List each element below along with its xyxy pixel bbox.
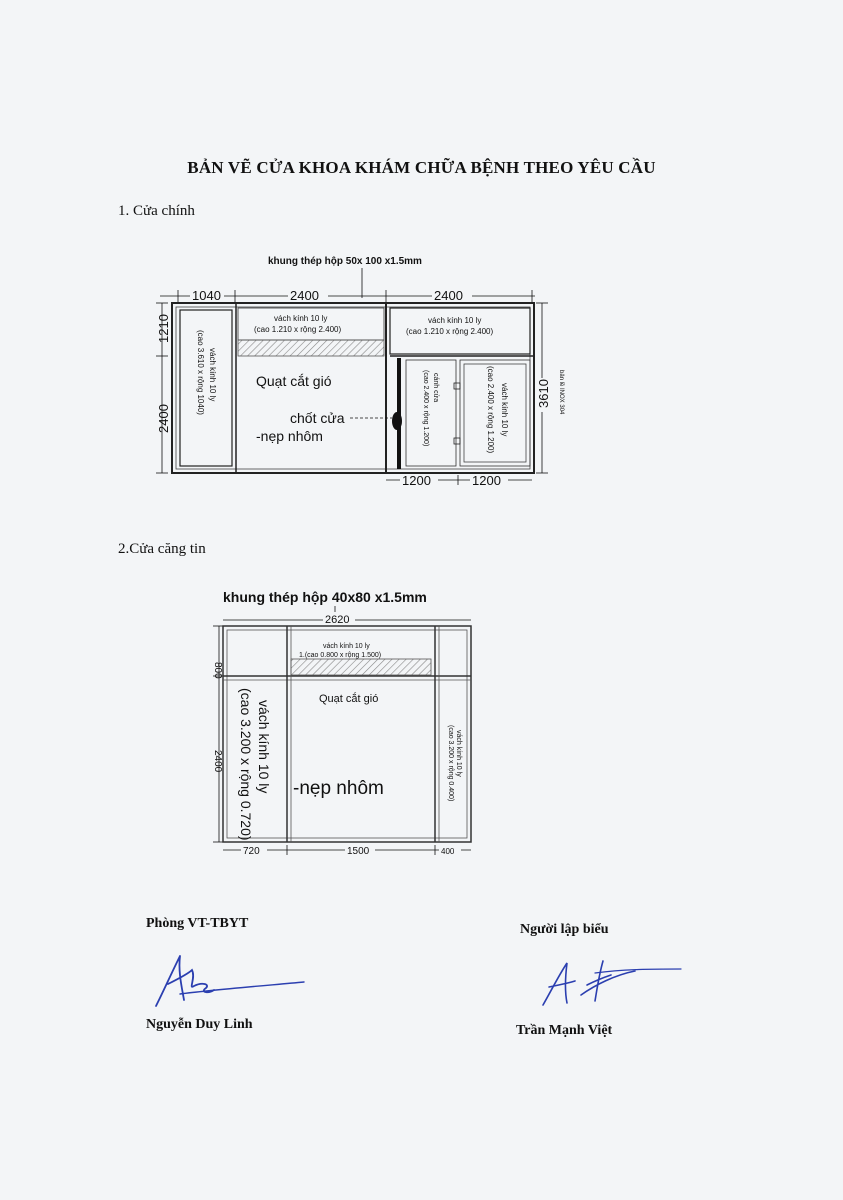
top-middle-glass-label-1: vách kính 10 ly xyxy=(274,314,328,323)
dim-bottom-1500: 1500 xyxy=(347,846,370,857)
right-signature-mark xyxy=(535,955,685,1010)
dim-right-3610: 3610 xyxy=(536,379,551,408)
dim-bottom-720: 720 xyxy=(243,846,260,857)
door2-label-1: vách kính 10 ly xyxy=(500,383,509,437)
right-glass-label-2: (cao 3.200 x rộng 0.400) xyxy=(447,725,454,802)
dim-bottom-400: 400 xyxy=(441,847,455,856)
left-signer-role: Phòng VT-TBYT xyxy=(146,916,249,931)
right-glass-label-1: vách kính 10 ly xyxy=(455,730,462,777)
dim-bottom-1200-a: 1200 xyxy=(402,473,431,488)
dim-bottom-1200-b: 1200 xyxy=(472,473,501,488)
door2-label-2: (cao 2.400 x rộng 1.200) xyxy=(486,366,495,454)
right-signer-role: Người lập biểu xyxy=(520,922,609,937)
dim-top-1040: 1040 xyxy=(192,288,221,303)
door1-label-2: (cao 2.400 x rộng 1.200) xyxy=(422,370,429,447)
fan-label-2: Quạt cắt gió xyxy=(319,693,379,705)
section-1-label: 1. Cửa chính xyxy=(118,203,195,219)
fan-hatch-1 xyxy=(238,340,384,356)
main-door-drawing xyxy=(150,248,570,498)
left-glass-panel xyxy=(180,310,232,466)
dim-left-800: 800 xyxy=(212,662,223,679)
left-signature-mark xyxy=(150,950,310,1010)
document-title: BẢN VẼ CỬA KHOA KHÁM CHỮA BỆNH THEO YÊU CẦU xyxy=(187,158,656,177)
door1-label-1: cánh cửa xyxy=(432,373,439,403)
dim-top-2620: 2620 xyxy=(325,614,350,626)
top-right-glass-label-2: (cao 1.210 x rộng 2.400) xyxy=(406,327,494,336)
fan-hatch-2 xyxy=(291,659,431,675)
left-glass-label-2: (cao 3.610 x rộng 1040) xyxy=(196,330,205,415)
dim-left-2400: 2400 xyxy=(156,404,171,433)
side-note: bản lề INOX 304 xyxy=(558,370,564,415)
dim-left-1210: 1210 xyxy=(156,314,171,343)
top-middle-glass-label-2: (cao 1.210 x rộng 2.400) xyxy=(254,325,342,334)
dim-top-2400-a: 2400 xyxy=(290,288,319,303)
top-right-glass-label-1: vách kính 10 ly xyxy=(428,316,482,325)
top-glass-label-2: 1.(cao 0.800 x rộng 1.500) xyxy=(299,652,382,659)
latch-label: chốt cửa xyxy=(290,410,345,426)
section-2-label: 2.Cửa căng tin xyxy=(118,541,206,557)
right-signer-name: Trần Mạnh Việt xyxy=(516,1023,613,1038)
left-glass-label-2: (cao 3.200 x rộng 0.720) xyxy=(238,688,254,841)
fan-label-1: Quạt cắt gió xyxy=(256,373,332,389)
frame-note-1: khung thép hộp 50x 100 x1.5mm xyxy=(268,256,422,267)
trim-label-2: -nẹp nhôm xyxy=(293,778,384,799)
canteen-door-drawing xyxy=(195,580,495,860)
top-middle-glass xyxy=(238,308,384,340)
dim-left-2400: 2400 xyxy=(212,750,223,773)
door-latch-shape xyxy=(392,412,402,430)
left-glass-label-1: vách kính 10 ly xyxy=(256,700,272,794)
left-glass-label-1: vách kính 10 ly xyxy=(208,348,217,402)
dim-top-2400-b: 2400 xyxy=(434,288,463,303)
left-signer-name: Nguyễn Duy Linh xyxy=(146,1017,253,1032)
top-glass-label-1: vách kính 10 ly xyxy=(323,643,370,650)
frame-note-2: khung thép hộp 40x80 x1.5mm xyxy=(223,589,427,605)
door-leaf-1 xyxy=(406,360,456,466)
hinge xyxy=(454,438,460,444)
trim-label-1: -nẹp nhôm xyxy=(256,428,323,444)
hinge xyxy=(454,383,460,389)
